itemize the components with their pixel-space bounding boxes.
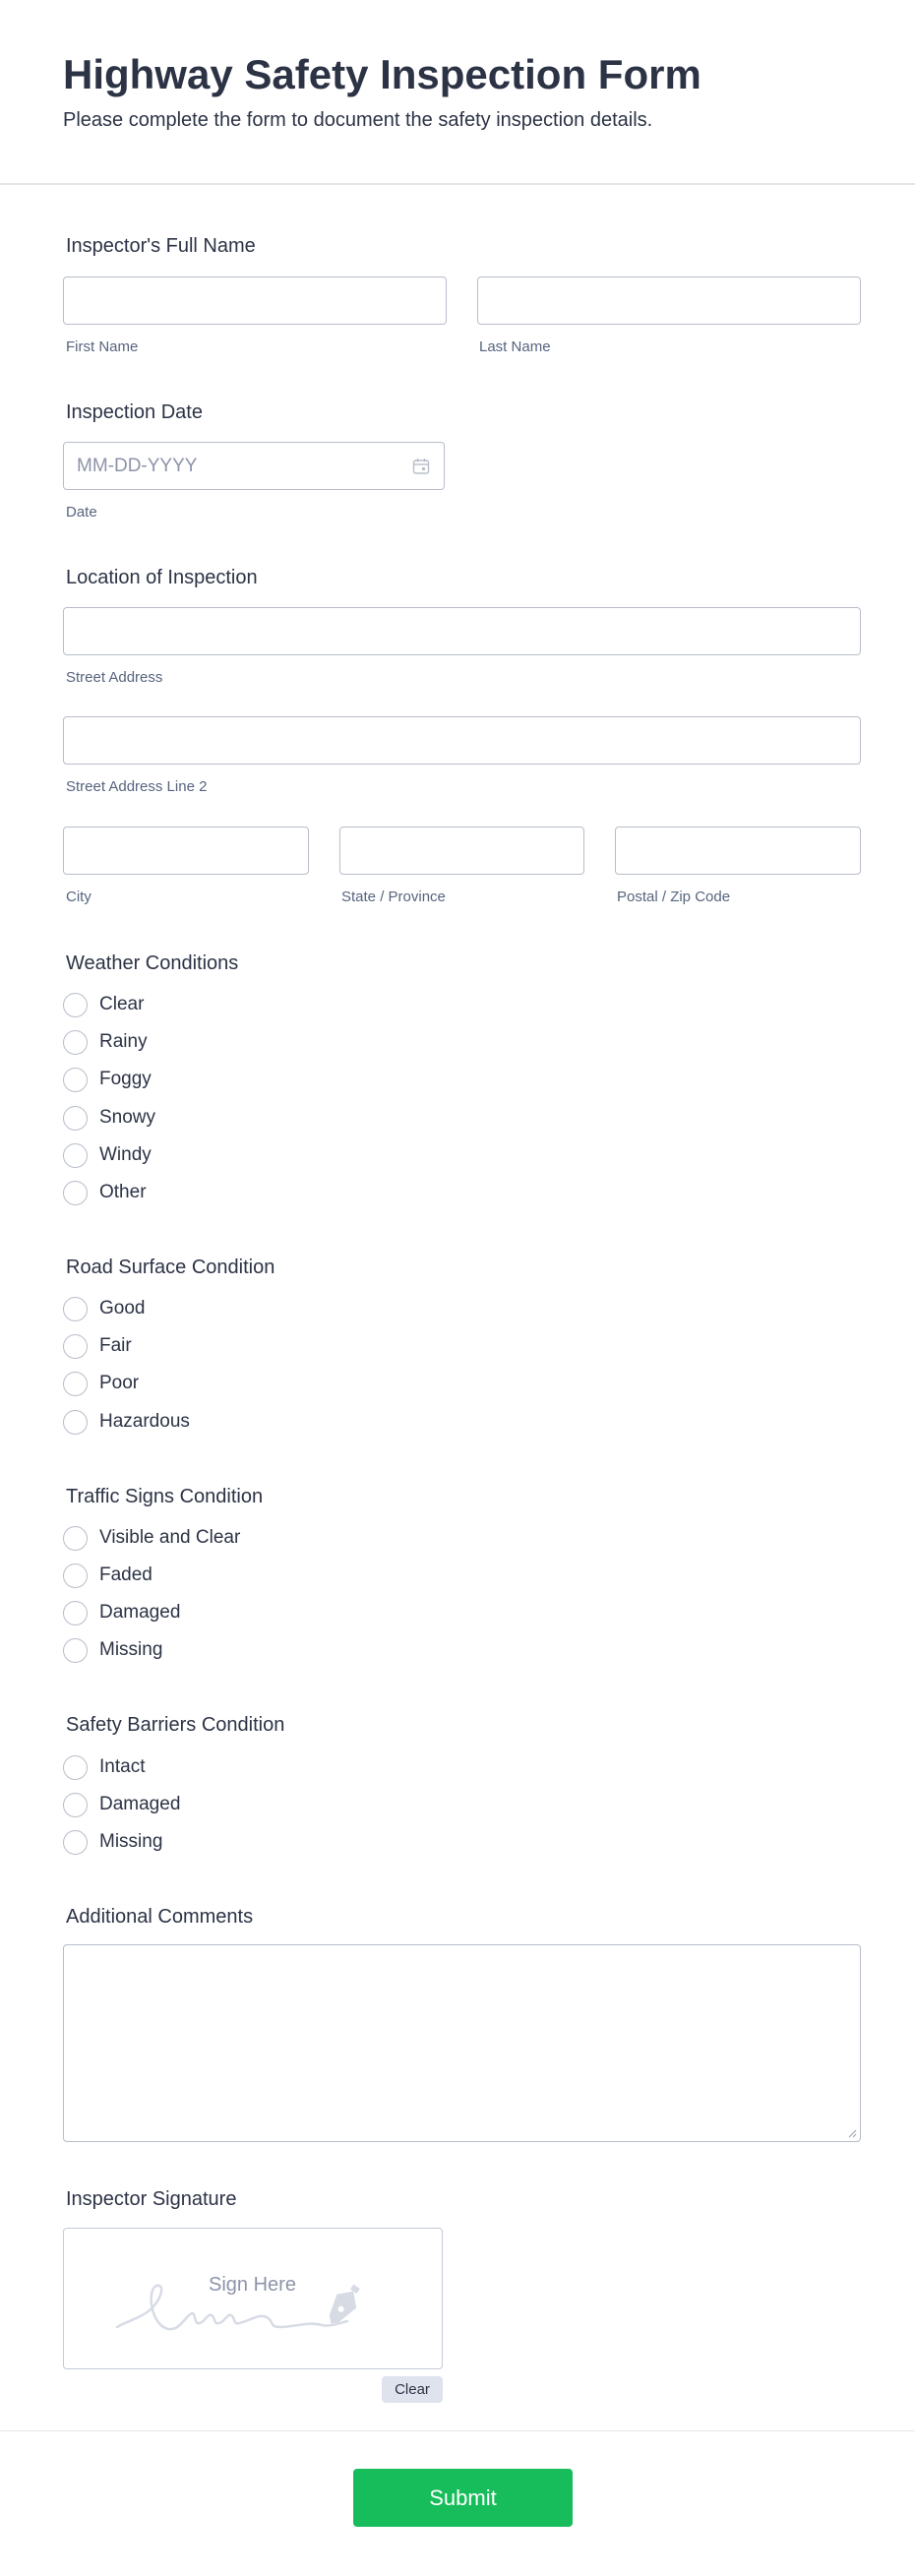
state-input[interactable] — [339, 827, 584, 875]
radio-button[interactable] — [63, 1030, 88, 1055]
radio-button[interactable] — [63, 1410, 88, 1435]
first-name-sublabel: First Name — [66, 338, 139, 355]
state-sublabel: State / Province — [341, 889, 446, 905]
radio-button[interactable] — [63, 1068, 88, 1092]
road-surface-option-poor[interactable] — [63, 1370, 139, 1397]
radio-label: Good — [99, 1298, 146, 1319]
form-footer — [0, 2430, 915, 2576]
traffic-signs-option-visible[interactable] — [63, 1524, 240, 1552]
radio-label: Damaged — [99, 1794, 181, 1814]
radio-button[interactable] — [63, 1830, 88, 1855]
radio-button[interactable] — [63, 1755, 88, 1780]
zip-sublabel: Postal / Zip Code — [617, 889, 731, 905]
date-placeholder: MM-DD-YYYY — [77, 455, 198, 476]
radio-label: Foggy — [99, 1069, 152, 1089]
radio-label: Snowy — [99, 1107, 156, 1128]
comments-textarea[interactable] — [63, 1944, 861, 2142]
radio-label: Missing — [99, 1639, 163, 1660]
radio-button[interactable] — [63, 1793, 88, 1817]
radio-label: Intact — [99, 1756, 146, 1777]
radio-label: Faded — [99, 1564, 152, 1585]
radio-button[interactable] — [63, 1564, 88, 1588]
road-surface-option-good[interactable] — [63, 1295, 145, 1322]
radio-label: Hazardous — [99, 1411, 190, 1432]
traffic-signs-option-missing[interactable] — [63, 1636, 162, 1664]
radio-label: Windy — [99, 1144, 152, 1165]
safety-barriers-label: Safety Barriers Condition — [66, 1714, 285, 1736]
radio-button[interactable] — [63, 1143, 88, 1168]
radio-label: Clear — [99, 994, 145, 1014]
radio-label: Visible and Clear — [99, 1527, 241, 1548]
weather-label: Weather Conditions — [66, 952, 239, 974]
form-header — [0, 0, 915, 185]
radio-label: Rainy — [99, 1031, 148, 1052]
calendar-icon[interactable] — [412, 458, 430, 475]
signature-label: Inspector Signature — [66, 2188, 237, 2210]
submit-button[interactable]: Submit — [353, 2469, 573, 2527]
radio-label: Other — [99, 1182, 147, 1202]
radio-button[interactable] — [63, 1181, 88, 1205]
inspector-name-label: Inspector's Full Name — [66, 235, 256, 257]
radio-button[interactable] — [63, 1526, 88, 1551]
city-sublabel: City — [66, 889, 92, 905]
road-surface-option-hazardous[interactable] — [63, 1408, 190, 1436]
radio-label: Damaged — [99, 1602, 181, 1623]
radio-button[interactable] — [63, 1372, 88, 1396]
safety-barriers-option-damaged[interactable] — [63, 1791, 180, 1818]
radio-label: Missing — [99, 1831, 163, 1852]
radio-label: Poor — [99, 1373, 140, 1393]
road-surface-label: Road Surface Condition — [66, 1257, 275, 1278]
weather-option-windy[interactable] — [63, 1141, 152, 1169]
radio-button[interactable] — [63, 1334, 88, 1359]
street-address-sublabel: Street Address — [66, 669, 163, 686]
signature-pad[interactable] — [63, 2228, 443, 2369]
location-label: Location of Inspection — [66, 567, 258, 588]
inspection-date-input[interactable] — [63, 442, 445, 490]
inspection-date-label: Inspection Date — [66, 401, 203, 423]
weather-option-rainy[interactable] — [63, 1028, 148, 1056]
road-surface-option-fair[interactable] — [63, 1332, 132, 1360]
weather-option-snowy[interactable] — [63, 1104, 155, 1132]
street-address-input[interactable] — [63, 607, 861, 655]
city-input[interactable] — [63, 827, 309, 875]
clear-signature-button[interactable]: Clear — [382, 2376, 443, 2403]
last-name-sublabel: Last Name — [479, 338, 551, 355]
traffic-signs-option-faded[interactable] — [63, 1562, 152, 1589]
comments-label: Additional Comments — [66, 1906, 254, 1928]
radio-button[interactable] — [63, 1297, 88, 1321]
radio-label: Fair — [99, 1335, 132, 1356]
first-name-input[interactable] — [63, 276, 447, 325]
form-subtitle: Please complete the form to document the safety inspection details. — [63, 109, 653, 131]
street-address-line2-input[interactable] — [63, 716, 861, 765]
date-sublabel: Date — [66, 504, 97, 521]
weather-option-clear[interactable] — [63, 991, 144, 1018]
radio-button[interactable] — [63, 1601, 88, 1625]
traffic-signs-option-damaged[interactable] — [63, 1599, 180, 1626]
weather-option-foggy[interactable] — [63, 1066, 152, 1093]
radio-button[interactable] — [63, 993, 88, 1017]
radio-button[interactable] — [63, 1106, 88, 1131]
form-title: Highway Safety Inspection Form — [63, 51, 702, 97]
safety-barriers-option-missing[interactable] — [63, 1828, 162, 1856]
safety-barriers-option-intact[interactable] — [63, 1753, 145, 1781]
zip-input[interactable] — [615, 827, 861, 875]
radio-button[interactable] — [63, 1638, 88, 1663]
traffic-signs-label: Traffic Signs Condition — [66, 1486, 264, 1507]
last-name-input[interactable] — [477, 276, 861, 325]
weather-option-other[interactable] — [63, 1179, 147, 1206]
street-address-line2-sublabel: Street Address Line 2 — [66, 778, 208, 795]
resize-handle-icon[interactable] — [847, 2128, 857, 2138]
signature-placeholder: Sign Here — [209, 2274, 296, 2296]
